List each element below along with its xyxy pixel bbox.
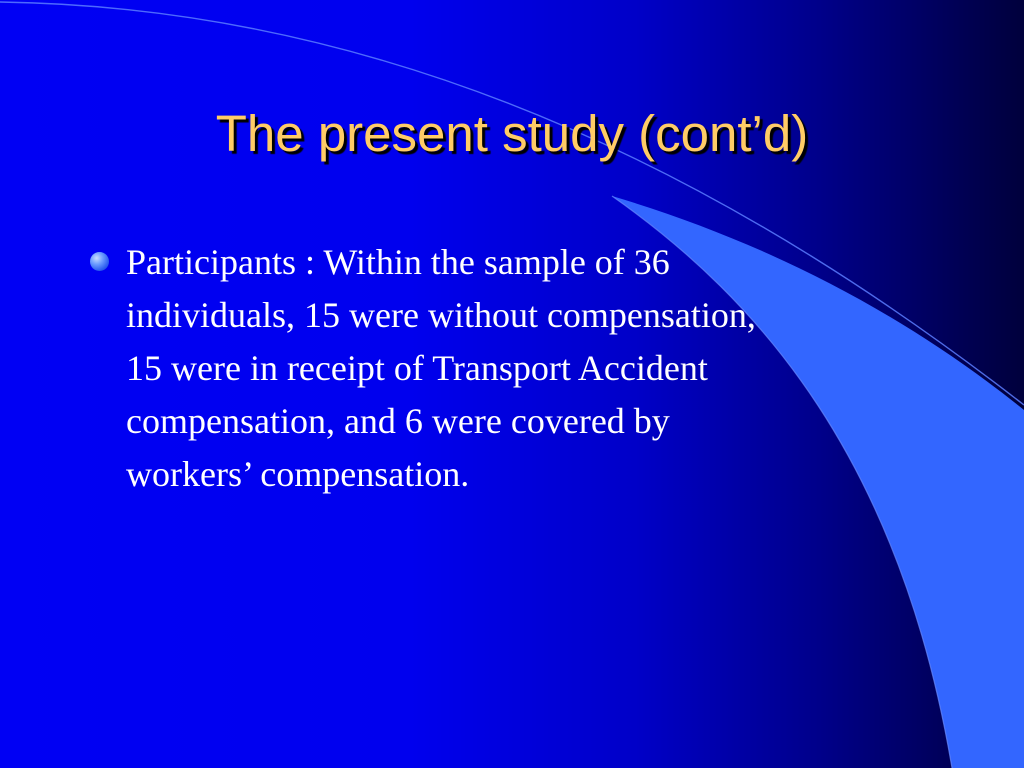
- bullet-line: 15 were in receipt of Transport Accident: [126, 348, 708, 388]
- slide-title: The present study (cont’d): [215, 105, 809, 162]
- slide-body: [88, 236, 928, 501]
- bullet-line: workers’ compensation.: [126, 454, 470, 494]
- bullet-item: [88, 236, 928, 501]
- bullet-line: individuals, 15 were without compensation,: [126, 295, 756, 335]
- bullet-line: Participants : Within the sample of 36: [126, 242, 670, 282]
- bullet-line: compensation, and 6 were covered by: [126, 401, 670, 441]
- bullet-dot-icon: [90, 252, 109, 271]
- bullet-text: [126, 236, 926, 501]
